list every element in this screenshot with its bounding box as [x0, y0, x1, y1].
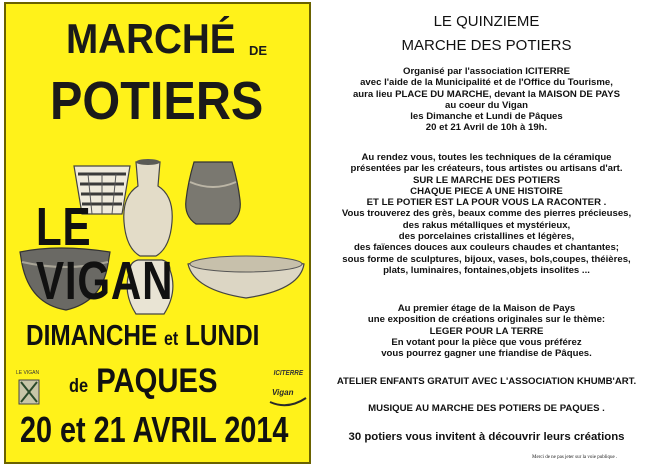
text-line: aura lieu PLACE DU MARCHE, devant la MAISON DE PAYS [352, 88, 621, 100]
text-line: une exposition de créations originales sur le thème: [367, 314, 606, 326]
text-line: 20 et 21 Avril de 10h à 19h. [425, 122, 548, 134]
text-line: ET LE POTIER EST LA POUR VOUS LA RACONTER . [366, 197, 607, 209]
organisation-block [318, 66, 655, 134]
poster-town: LE VIGAN [36, 197, 174, 311]
text-line: LEGER POUR LA TERRE [429, 325, 544, 337]
poster-days-line1 [26, 322, 259, 351]
text-line: CHAQUE PIECE A UNE HISTOIRE [410, 185, 563, 197]
text-line: SUR LE MARCHE DES POTIERS [412, 174, 561, 186]
heading-marche-potiers: MARCHE DES POTIERS [401, 37, 572, 54]
poster-dates: 20 et 21 AVRIL 2014 [20, 409, 289, 450]
text-line: des porcelaines cristallines et légères, [398, 231, 575, 243]
text-line: Au premier étage de la Maison de Pays [397, 303, 576, 314]
invitation-line: 30 potiers vous invitent à découvrir leurs créations [348, 431, 625, 443]
poster-title-de: DE [249, 43, 268, 58]
description-block [318, 152, 655, 276]
poster-days-line2 [69, 364, 218, 398]
text-line: Organisé par l'association ICITERRE [402, 66, 571, 77]
text-line: sous forme de sculptures, bijoux, vases, bols,coupes, théières, [342, 253, 631, 265]
text-line: des faïences douces aux couleurs chaudes et chantantes; [354, 242, 619, 254]
le-vigan-logo [16, 370, 42, 408]
atelier-line: ATELIER ENFANTS GRATUIT AVEC L'ASSOCIATION KHUMB'ART. [336, 376, 637, 387]
poster [4, 2, 311, 464]
vigan-logo [268, 386, 308, 408]
poster-days-et: et [164, 329, 179, 350]
musique-line: MUSIQUE AU MARCHE DES POTIERS DE PAQUES . [368, 403, 605, 414]
iciterre-logo: ICITERRE [273, 370, 304, 377]
vigan-logo-label: Vigan [272, 388, 294, 397]
text-line: plats, luminaires, fontaines,objets insolites ... [383, 264, 590, 276]
text-line: des rakus métalliques et mystérieux, [402, 219, 571, 231]
poster-days-lundi: LUNDI [185, 320, 260, 352]
info-column [318, 0, 655, 468]
text-line: vous pourrez gagner une friandise de Pâques. [381, 348, 592, 360]
footnote: Merci de ne pas jeter sur la voie publique . [532, 455, 618, 460]
exposition-block [318, 303, 655, 359]
text-line: les Dimanche et Lundi de Pâques [410, 111, 563, 123]
text-line: Vous trouverez des grès, beaux comme des pierres précieuses, [341, 208, 632, 220]
poster-title-marche: MARCHÉ [66, 15, 236, 62]
text-line: au coeur du Vigan [445, 99, 528, 111]
poster-days-dimanche: DIMANCHE [26, 320, 158, 352]
poster-days-de: de [69, 376, 89, 397]
poster-title-potiers: POTIERS [50, 71, 264, 131]
text-line: avec l'aide de la Municipalité et de l'Office du Tourisme, [360, 77, 613, 89]
heading-quinzieme: LE QUINZIEME [433, 13, 540, 30]
text-line: En votant pour la pièce que vous préférez [391, 336, 582, 348]
text-line: présentées par les créateurs, tous artistes ou artisans d'art. [350, 163, 623, 175]
poster-days-paques: PAQUES [96, 362, 218, 400]
le-vigan-logo-label: LE VIGAN [16, 370, 40, 376]
text-line: Au rendez vous, toutes les techniques de la céramique [361, 152, 612, 163]
